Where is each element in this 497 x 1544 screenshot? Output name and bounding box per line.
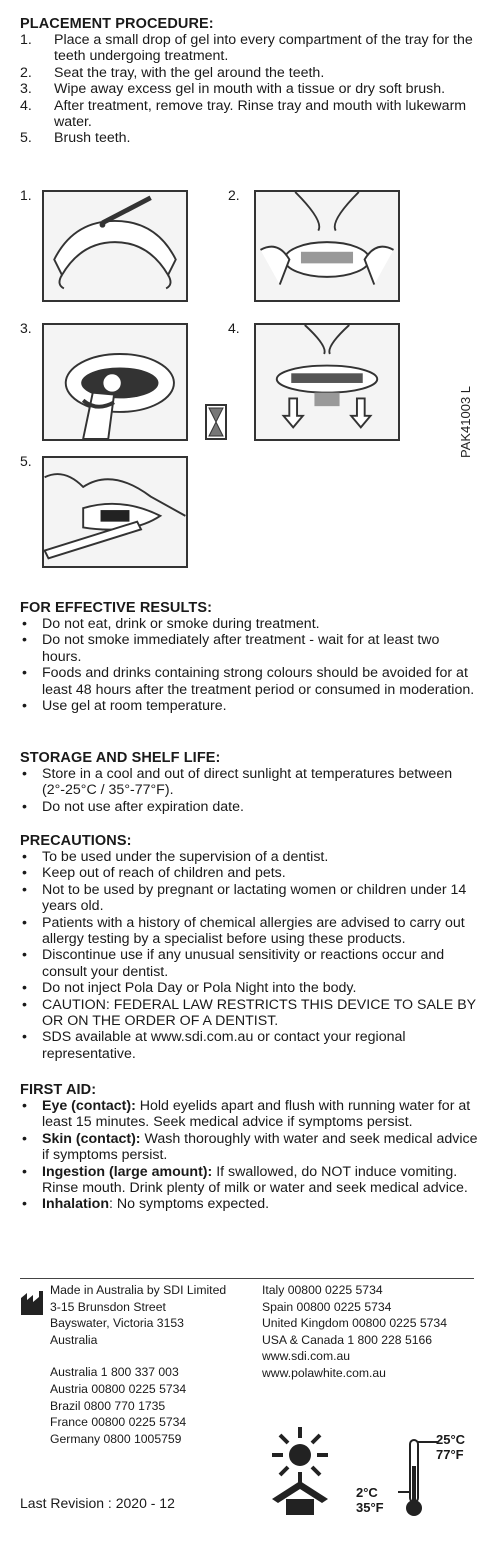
- effective-item: • Do not smoke immediately after treatment - wait for at least two hours.: [20, 632, 480, 665]
- phone-line: Spain 00800 0225 5734: [262, 1299, 392, 1314]
- seat-tray-illustration: [256, 192, 398, 300]
- figure-5-brush-teeth: [42, 456, 188, 568]
- hourglass-icon: [205, 404, 227, 440]
- figure-label: 3.: [20, 320, 32, 336]
- phone-line: Italy 00800 0225 5734: [262, 1283, 383, 1297]
- precaution-item: • Discontinue use if any unusual sensitivity or reactions occur and consult your dentist.: [20, 947, 480, 980]
- phone-line: Germany 0800 1005759: [50, 1431, 182, 1446]
- effective-list: [20, 616, 480, 714]
- product-code: [448, 370, 478, 460]
- placement-step: 4. After treatment, remove tray. Rinse tray and mouth with lukewarm water.: [20, 97, 467, 131]
- phone-line: France 00800 0225 5734: [50, 1415, 187, 1430]
- placement-section: [20, 16, 480, 147]
- precaution-item: • Do not inject Pola Day or Pola Night into the body.: [20, 980, 480, 996]
- precaution-item: • Keep out of reach of children and pets.: [20, 865, 480, 881]
- first-aid-item: • Ingestion (large amount): If swallowed, do NOT induce vomiting. Rinse mouth. Drink plenty of milk or water and seek medical advice.: [20, 1164, 480, 1197]
- temperature-lower-limit: 2°C 35°F: [356, 1485, 384, 1515]
- phone-line: USA & Canada 1 800 228 5166: [262, 1332, 433, 1347]
- storage-heading: STORAGE AND SHELF LIFE:: [20, 750, 221, 766]
- first-aid-section: [20, 1082, 480, 1213]
- storage-list: [20, 766, 480, 815]
- precaution-item: • CAUTION: FEDERAL LAW RESTRICTS THIS DEVICE TO SALE BY OR ON THE ORDER OF A DENTIST.: [20, 997, 480, 1030]
- address-line: Australia: [50, 1332, 98, 1347]
- brush-illustration: [44, 458, 186, 566]
- precaution-item: • SDS available at www.sdi.com.au or contact your regional representative.: [20, 1029, 480, 1062]
- first-aid-heading: FIRST AID:: [20, 1082, 97, 1098]
- figure-3-wipe-gel: [42, 323, 188, 441]
- placement-step: 3. Wipe away excess gel in mouth with a tissue or dry soft brush.: [20, 81, 446, 98]
- phone-line: United Kingdom 00800 0225 5734: [262, 1316, 447, 1331]
- figure-2-seat-tray: [254, 190, 400, 302]
- phone-line: Brazil 0800 770 1735: [50, 1398, 166, 1413]
- phone-line: Austria 00800 0225 5734: [50, 1381, 187, 1396]
- website-link[interactable]: www.polawhite.com.au: [262, 1365, 386, 1380]
- precautions-section: [20, 833, 480, 1062]
- tray-illustration: [44, 192, 186, 300]
- storage-item: • Store in a cool and out of direct sunlight at temperatures between (2°-25°C / 35°-77°F).: [20, 766, 480, 799]
- first-aid-item: • Inhalation: No symptoms expected.: [20, 1196, 480, 1212]
- placement-steps: [20, 32, 480, 147]
- effective-item: • Do not eat, drink or smoke during treatment.: [20, 616, 480, 632]
- website-link[interactable]: www.sdi.com.au: [262, 1349, 351, 1364]
- footer-divider: [20, 1278, 474, 1279]
- placement-heading: PLACEMENT PROCEDURE:: [20, 16, 214, 32]
- thermometer-icon: [398, 1436, 438, 1518]
- figure-label: 2.: [228, 187, 240, 203]
- manufacturer-icon: [20, 1290, 44, 1316]
- remove-tray-illustration: [256, 325, 398, 439]
- effective-item: • Use gel at room temperature.: [20, 698, 480, 714]
- phone-line: Australia 1 800 337 003: [50, 1365, 179, 1380]
- placement-step: 5. Brush teeth.: [20, 130, 131, 147]
- address-line: 3-15 Brunsdon Street: [50, 1299, 166, 1314]
- effective-item: • Foods and drinks containing strong colours should be avoided for at least 48 hours after the treatment period or consumed in moderation.: [20, 665, 480, 698]
- first-aid-list: [20, 1098, 480, 1213]
- storage-section: [20, 750, 480, 815]
- keep-away-from-sunlight-icon: [260, 1425, 340, 1517]
- precautions-list: [20, 849, 480, 1062]
- address-line: Made in Australia by SDI Limited: [50, 1283, 227, 1297]
- precaution-item: • To be used under the supervision of a dentist.: [20, 849, 480, 865]
- precaution-item: • Not to be used by pregnant or lactating women or children under 14 years old.: [20, 882, 480, 915]
- last-revision: Last Revision : 2020 - 12: [20, 1495, 175, 1511]
- placement-step: 1. Place a small drop of gel into every compartment of the tray for the teeth undergoing treatment.: [20, 32, 473, 65]
- footer-left: [50, 1282, 226, 1447]
- figure-4-remove-tray: [254, 323, 400, 441]
- footer-right: [262, 1282, 447, 1382]
- precautions-heading: PRECAUTIONS:: [20, 833, 132, 849]
- effective-section: [20, 600, 480, 714]
- storage-item: • Do not use after expiration date.: [20, 799, 480, 815]
- figure-label: 1.: [20, 187, 32, 203]
- effective-heading: FOR EFFECTIVE RESULTS:: [20, 600, 213, 616]
- placement-step: 2. Seat the tray, with the gel around the teeth.: [20, 64, 325, 81]
- precaution-item: • Patients with a history of chemical allergies are advised to carry out allergy testing by a specialist before using these products.: [20, 915, 480, 948]
- first-aid-item: • Skin (contact): Wash thoroughly with water and seek medical advice if symptoms persist.: [20, 1131, 480, 1164]
- address-line: Bayswater, Victoria 3153: [50, 1316, 184, 1331]
- temperature-upper-limit: 25°C 77°F: [436, 1432, 466, 1462]
- wipe-illustration: [44, 325, 186, 439]
- first-aid-item: • Eye (contact): Hold eyelids apart and flush with running water for at least 15 minutes. Seek medical advice if symptoms persist.: [20, 1098, 480, 1131]
- product-code-text: PAK41003 L: [458, 385, 473, 458]
- figure-label: 4.: [228, 320, 240, 336]
- figure-label: 5.: [20, 453, 32, 469]
- figure-1-tray-gel: [42, 190, 188, 302]
